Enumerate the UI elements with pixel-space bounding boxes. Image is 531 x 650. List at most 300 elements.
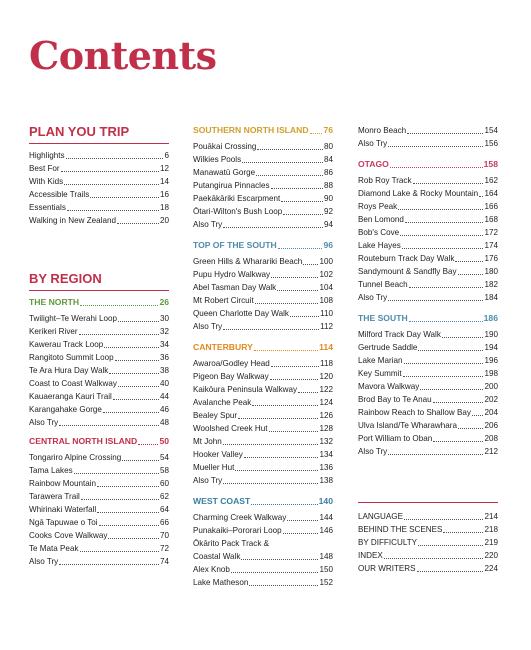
dot-leader (64, 184, 159, 185)
toc-entry[interactable] (358, 510, 498, 523)
toc-entry[interactable] (29, 175, 169, 188)
entry-label: Hooker Valley (193, 450, 243, 459)
toc-entry[interactable] (358, 523, 498, 536)
entry-label: Manawatū Gorge (193, 168, 256, 177)
entry-page: 200 (484, 382, 498, 391)
entry-page: 60 (159, 479, 169, 488)
dot-leader (269, 431, 319, 432)
toc-entry[interactable] (29, 529, 169, 542)
entry-label: Coast to Coast Walkway (29, 379, 117, 388)
entry-page: 38 (159, 366, 169, 375)
entry-page: 64 (159, 505, 169, 514)
section-label: THE SOUTH (358, 313, 408, 323)
toc-entry[interactable] (193, 422, 333, 435)
column-1 (29, 124, 169, 568)
entry-label: Ngā Tapuwae o Toi (29, 518, 98, 527)
entry-label: Also Try (193, 476, 223, 485)
dot-leader (244, 457, 319, 458)
section-page: 140 (318, 496, 333, 506)
dot-leader (283, 533, 319, 534)
dot-leader (443, 532, 483, 533)
entry-page: 166 (484, 202, 498, 211)
entry-label: Punakaiki–Pororari Loop (193, 526, 282, 535)
entry-label: Rainbow Mountain (29, 479, 97, 488)
section-page: 96 (323, 240, 333, 250)
toc-entry[interactable] (29, 490, 169, 503)
entry-label: Wilkies Pools (193, 155, 242, 164)
toc-entry[interactable] (358, 137, 498, 150)
southern-north-list (193, 140, 333, 231)
toc-entry[interactable] (358, 278, 498, 291)
toc-entry[interactable] (29, 416, 169, 429)
toc-entry[interactable] (193, 307, 333, 320)
dot-leader (388, 454, 483, 455)
section-central-north-island[interactable] (29, 435, 169, 448)
dot-leader (418, 350, 483, 351)
dot-leader (251, 504, 317, 505)
toc-entry[interactable] (193, 320, 333, 333)
toc-entry[interactable] (358, 239, 498, 252)
entry-page: 136 (319, 463, 333, 472)
section-otago[interactable] (358, 158, 498, 171)
entry-page: 100 (319, 257, 333, 266)
entry-label: Kawerau Track Loop (29, 340, 104, 349)
dot-leader (61, 171, 159, 172)
toc-entry[interactable] (358, 536, 498, 549)
entry-label: Brod Bay to Te Anau (358, 395, 432, 404)
toc-entry[interactable] (193, 524, 333, 537)
toc-entry[interactable] (358, 406, 498, 419)
canterbury-list (193, 357, 333, 487)
entry-page: 124 (319, 398, 333, 407)
toc-entry[interactable] (193, 448, 333, 461)
toc-entry[interactable] (358, 291, 498, 304)
dot-leader (298, 392, 318, 393)
dot-leader (433, 402, 484, 403)
entry-label: Also Try (358, 293, 388, 302)
section-page: 26 (159, 297, 169, 307)
entry-page: 208 (484, 434, 498, 443)
dot-leader (257, 149, 323, 150)
dot-leader (238, 418, 318, 419)
toc-entry[interactable] (358, 174, 498, 187)
toc-entry[interactable] (193, 511, 333, 524)
entry-label: LANGUAGE (358, 512, 403, 521)
entry-page: 58 (159, 466, 169, 475)
toc-entry[interactable] (29, 149, 169, 162)
dot-leader (310, 133, 323, 134)
dot-leader (409, 321, 483, 322)
entry-page: 108 (319, 296, 333, 305)
entry-label: Woolshed Creek Hut (193, 424, 268, 433)
toc-entry[interactable] (193, 357, 333, 370)
section-label: TOP OF THE SOUTH (193, 240, 277, 250)
entry-page: 126 (319, 411, 333, 420)
dot-leader (384, 558, 484, 559)
entry-label: Monro Beach (358, 126, 407, 135)
dot-leader (113, 399, 159, 400)
entry-label: Essentials (29, 203, 66, 212)
toc-entry[interactable] (358, 393, 498, 406)
entry-page: 204 (484, 408, 498, 417)
toc-entry[interactable] (358, 187, 498, 200)
entry-page: 102 (319, 270, 333, 279)
toc-entry[interactable] (29, 351, 169, 364)
entry-page: 46 (159, 405, 169, 414)
central-list (29, 451, 169, 568)
entry-page: 14 (159, 177, 169, 186)
dot-leader (66, 158, 164, 159)
entry-label: Kauaeranga Kauri Trail (29, 392, 112, 401)
entry-page: 150 (319, 565, 333, 574)
section-west-coast[interactable] (193, 495, 333, 508)
section-label: OTAGO (358, 159, 389, 169)
entry-label: Also Try (193, 220, 223, 229)
entry-label: Key Summit (358, 369, 402, 378)
dot-leader (277, 290, 318, 291)
entry-page: 20 (159, 216, 169, 225)
entry-page: 220 (484, 551, 498, 560)
entry-page: 219 (484, 538, 498, 547)
entry-label: Abel Tasman Day Walk (193, 283, 277, 292)
entry-label: Lake Hayes (358, 241, 401, 250)
toc-entry[interactable] (29, 403, 169, 416)
dot-leader (255, 303, 319, 304)
toc-entry[interactable] (29, 390, 169, 403)
section-label: THE NORTH (29, 297, 80, 307)
toc-entry[interactable] (358, 328, 498, 341)
entry-label: Paekākāriki Escarpment (193, 194, 281, 203)
toc-entry[interactable] (358, 380, 498, 393)
toc-entry[interactable] (358, 200, 498, 213)
entry-label: Mt John (193, 437, 222, 446)
entry-page: 70 (159, 531, 169, 540)
dot-leader (458, 274, 484, 275)
dot-leader (223, 227, 323, 228)
dot-leader (407, 133, 483, 134)
entry-label: INDEX (358, 551, 383, 560)
toc-entry[interactable] (29, 516, 169, 529)
entry-label: Lake Matheson (193, 578, 249, 587)
entry-page: 6 (164, 151, 169, 160)
entry-label: Avalanche Peak (193, 398, 252, 407)
dot-leader (278, 248, 323, 249)
toc-entry[interactable] (358, 265, 498, 278)
entry-label: With Kids (29, 177, 64, 186)
toc-entry[interactable] (193, 435, 333, 448)
back-list (358, 510, 498, 575)
entry-label: Mt Robert Circuit (193, 296, 254, 305)
dot-leader (409, 287, 484, 288)
dot-leader (290, 316, 319, 317)
dot-leader (109, 373, 159, 374)
section-southern-north-island[interactable] (193, 124, 333, 137)
entry-label: Kaikōura Peninsula Walkway (193, 385, 298, 394)
entry-label: Twilight–Te Werahi Loop (29, 314, 118, 323)
dot-leader (235, 470, 318, 471)
entry-page: 16 (159, 190, 169, 199)
dot-leader (271, 366, 319, 367)
toc-entry[interactable] (193, 370, 333, 383)
dot-leader (404, 363, 484, 364)
toc-entry[interactable] (193, 255, 333, 268)
col3-top-list (358, 124, 498, 150)
entry-page: 212 (484, 447, 498, 456)
entry-label: Awaroa/Godley Head (193, 359, 270, 368)
section-top-of-the-south[interactable] (193, 239, 333, 252)
section-page: 114 (319, 342, 333, 352)
entry-label: Rob Roy Track (358, 176, 412, 185)
entry-page: 172 (484, 228, 498, 237)
dot-leader (271, 188, 323, 189)
toc-entry[interactable] (29, 201, 169, 214)
toc-entry[interactable] (29, 477, 169, 490)
back-matter (358, 502, 498, 575)
entry-page: 154 (484, 126, 498, 135)
entry-page: 132 (319, 437, 333, 446)
dot-leader (80, 305, 158, 306)
entry-label: Also Try (193, 322, 223, 331)
top-south-list (193, 255, 333, 333)
toc-entry[interactable] (193, 563, 333, 576)
entry-page: 128 (319, 424, 333, 433)
entry-page: 80 (323, 142, 333, 151)
toc-entry[interactable] (29, 377, 169, 390)
toc-entry[interactable] (193, 218, 333, 231)
entry-page: 174 (484, 241, 498, 250)
entry-label: Also Try (29, 557, 59, 566)
entry-page: 118 (320, 359, 333, 368)
toc-entry[interactable] (193, 166, 333, 179)
dot-leader (103, 412, 159, 413)
entry-page: 94 (323, 220, 333, 229)
toc-entry[interactable] (29, 503, 169, 516)
entry-page: 54 (159, 453, 169, 462)
toc-entry[interactable] (358, 226, 498, 239)
dot-leader (281, 201, 323, 202)
entry-label: Kerikeri River (29, 327, 78, 336)
dot-leader (104, 347, 159, 348)
entry-page: 156 (484, 139, 498, 148)
dot-leader (287, 520, 318, 521)
entry-page: 162 (484, 176, 498, 185)
entry-page: 34 (159, 340, 169, 349)
toc-entry[interactable] (193, 537, 333, 550)
entry-label: Ōkārito Pack Track & (193, 539, 270, 548)
dot-leader (249, 585, 318, 586)
entry-label: BEHIND THE SCENES (358, 525, 443, 534)
entry-page: 148 (319, 552, 333, 561)
toc-entry[interactable] (193, 192, 333, 205)
entry-label: Pupu Hydro Walkway (193, 270, 271, 279)
entry-page: 112 (320, 322, 333, 331)
plan-heading: PLAN YOU TRIP (29, 124, 169, 144)
dot-leader (418, 545, 483, 546)
dot-leader (417, 571, 484, 572)
toc-entry[interactable] (29, 555, 169, 568)
toc-entry[interactable] (358, 124, 498, 137)
entry-label: Port William to Oban (358, 434, 433, 443)
dot-leader (455, 261, 483, 262)
entry-page: 66 (159, 518, 169, 527)
toc-entry[interactable] (358, 252, 498, 265)
entry-page: 206 (484, 421, 498, 430)
entry-page: 164 (484, 189, 498, 198)
toc-entry[interactable] (193, 383, 333, 396)
toc-entry[interactable] (29, 338, 169, 351)
dot-leader (405, 222, 484, 223)
dot-leader (74, 473, 159, 474)
dot-leader (271, 277, 318, 278)
dot-leader (420, 389, 483, 390)
toc-entry[interactable] (29, 188, 169, 201)
entry-page: 198 (484, 369, 498, 378)
entry-label: Te Ara Hura Day Walk (29, 366, 109, 375)
toc-entry[interactable] (193, 396, 333, 409)
entry-page: 196 (484, 356, 498, 365)
dot-leader (241, 559, 318, 560)
toc-entry[interactable] (29, 162, 169, 175)
entry-page: 122 (319, 385, 333, 394)
dot-leader (59, 564, 159, 565)
entry-label: Pouākai Crossing (193, 142, 257, 151)
dot-leader (97, 486, 159, 487)
toc-entry[interactable] (193, 294, 333, 307)
toc-entry[interactable] (29, 214, 169, 227)
dot-leader (79, 334, 159, 335)
entry-label: Accessible Trails (29, 190, 90, 199)
toc-entry[interactable] (358, 419, 498, 432)
entry-page: 84 (323, 155, 333, 164)
toc-entry[interactable] (29, 364, 169, 377)
entry-label: Diamond Lake & Rocky Mountain (358, 189, 479, 198)
toc-entry[interactable] (193, 281, 333, 294)
entry-page: 36 (159, 353, 169, 362)
entry-label: Roys Peak (358, 202, 398, 211)
dot-leader (118, 321, 159, 322)
dot-leader (388, 300, 483, 301)
dot-leader (403, 376, 484, 377)
dot-leader (67, 210, 159, 211)
toc-entry[interactable] (29, 451, 169, 464)
entry-label: Tongariro Alpine Crossing (29, 453, 122, 462)
toc-entry[interactable] (193, 474, 333, 487)
toc-entry[interactable] (193, 461, 333, 474)
dot-leader (138, 444, 158, 445)
entry-page: 88 (323, 181, 333, 190)
entry-label: Tarawera Trail (29, 492, 80, 501)
plan-list (29, 149, 169, 227)
entry-label: Pigeon Bay Walkway (193, 372, 269, 381)
dot-leader (256, 175, 323, 176)
dot-leader (108, 538, 159, 539)
dot-leader (402, 248, 484, 249)
toc-entry[interactable] (358, 445, 498, 458)
page-title: Contents (29, 33, 217, 78)
toc-entry[interactable] (29, 325, 169, 338)
column-2 (193, 124, 333, 589)
entry-label: Milford Track Day Walk (358, 330, 441, 339)
dot-leader (223, 444, 319, 445)
entry-page: 152 (319, 578, 333, 587)
section-the-south[interactable] (358, 312, 498, 325)
entry-page: 224 (484, 564, 498, 573)
section-the-north[interactable] (29, 296, 169, 309)
toc-entry[interactable] (358, 341, 498, 354)
entry-page: 168 (484, 215, 498, 224)
entry-page: 202 (484, 395, 498, 404)
dot-leader (433, 441, 483, 442)
toc-entry[interactable] (29, 464, 169, 477)
toc-entry[interactable] (358, 367, 498, 380)
entry-page: 134 (319, 450, 333, 459)
section-label: SOUTHERN NORTH ISLAND (193, 125, 309, 135)
toc-entry[interactable] (358, 354, 498, 367)
toc-entry[interactable] (193, 179, 333, 192)
dot-leader (115, 360, 159, 361)
dot-leader (59, 425, 159, 426)
entry-label: Karangahake Gorge (29, 405, 102, 414)
toc-entry[interactable] (29, 312, 169, 325)
dot-leader (254, 350, 318, 351)
entry-label: Ōtari-Wilton's Bush Loop (193, 207, 283, 216)
entry-page: 92 (323, 207, 333, 216)
north-list (29, 312, 169, 429)
entry-label: Gertrude Saddle (358, 343, 418, 352)
entry-page: 194 (484, 343, 498, 352)
region-heading: BY REGION (29, 271, 169, 291)
dot-leader (242, 162, 323, 163)
section-canterbury[interactable] (193, 341, 333, 354)
toc-entry[interactable] (358, 562, 498, 575)
entry-page: 74 (159, 557, 169, 566)
entry-label: Also Try (29, 418, 59, 427)
entry-label: Te Mata Peak (29, 544, 79, 553)
entry-label: Best For (29, 164, 60, 173)
toc-entry[interactable] (193, 576, 333, 589)
dot-leader (270, 379, 319, 380)
toc-entry[interactable] (193, 268, 333, 281)
toc-entry[interactable] (358, 432, 498, 445)
dot-leader (472, 415, 484, 416)
toc-entry[interactable] (193, 409, 333, 422)
dot-leader (479, 196, 483, 197)
column-3 (358, 124, 498, 458)
dot-leader (122, 460, 159, 461)
toc-entry[interactable] (193, 140, 333, 153)
entry-label: Cooks Cove Walkway (29, 531, 108, 540)
entry-page: 30 (159, 314, 169, 323)
toc-entry[interactable] (29, 542, 169, 555)
entry-page: 180 (484, 267, 498, 276)
toc-entry[interactable] (193, 153, 333, 166)
entry-label: Tunnel Beach (358, 280, 408, 289)
toc-entry[interactable] (193, 205, 333, 218)
section-page: 50 (159, 436, 169, 446)
toc-entry[interactable] (358, 213, 498, 226)
entry-label: Sandymount & Sandfly Bay (358, 267, 457, 276)
entry-label: BY DIFFICULTY (358, 538, 418, 547)
south-list (358, 328, 498, 458)
entry-label: Rangitoto Summit Loop (29, 353, 114, 362)
toc-entry[interactable] (193, 550, 333, 563)
entry-label: Mavora Walkway (358, 382, 420, 391)
section-page: 158 (483, 159, 498, 169)
toc-entry[interactable] (358, 549, 498, 562)
entry-page: 90 (323, 194, 333, 203)
entry-page: 40 (159, 379, 169, 388)
entry-page: 32 (159, 327, 169, 336)
